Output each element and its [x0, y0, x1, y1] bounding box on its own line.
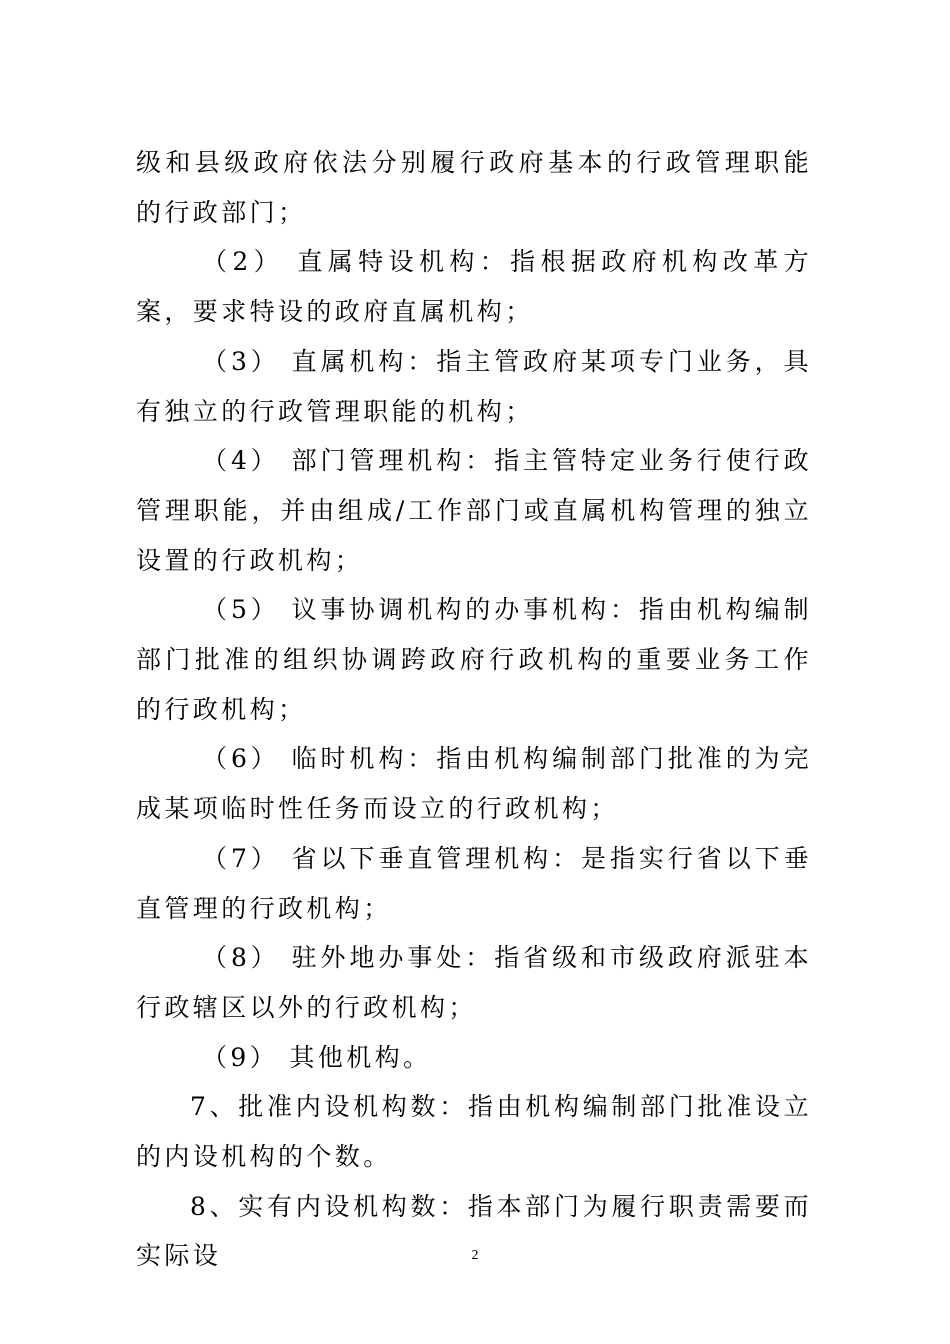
list-item-8: （8） 驻外地办事处：指省级和市级政府派驻本行政辖区以外的行政机构； [136, 943, 812, 1022]
list-item-2: （2） 直属特设机构：指根据政府机构改革方案，要求特设的政府直属机构； [136, 247, 812, 327]
list-item-3: （3） 直属机构：指主管政府某项专门业务，具有独立的行政管理职能的机构； [136, 346, 812, 426]
numbered-paragraph-8: 8、实有内设机构数：指本部门为履行职责需要而实际设 [136, 1191, 812, 1271]
numbered-paragraph-7: 7、批准内设机构数：指由机构编制部门批准设立的内设机构的个数。 [136, 1092, 812, 1172]
list-item-6: （6） 临时机构：指由机构编制部门批准的为完成某项临时性任务而设立的行政机构； [136, 744, 812, 824]
document-body [136, 138, 812, 1281]
page-number: 2 [471, 1248, 479, 1263]
list-item-5: （5） 议事协调机构的办事机构：指由机构编制部门批准的组织协调跨政府行政机构的重要业务工作的行政机构； [136, 595, 812, 724]
list-item-7: （7） 省以下垂直管理机构：是指实行省以下垂直管理的行政机构； [136, 843, 812, 923]
paragraph-continuation: 级和县级政府依法分别履行政府基本的行政管理职能的行政部门； [136, 148, 812, 227]
list-item-4: （4） 部门管理机构：指主管特定业务行使行政管理职能，并由组成/工作部门或直属机构管理的独立设置的行政机构； [136, 446, 812, 575]
list-item-9: （9） 其他机构。 [202, 1042, 432, 1072]
